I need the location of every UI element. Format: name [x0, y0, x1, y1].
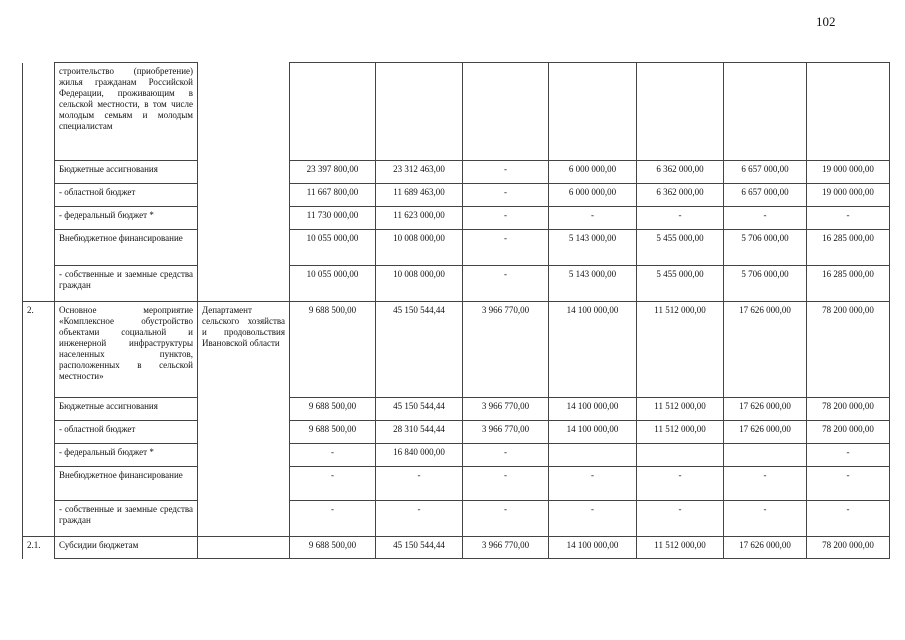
amount-cell: 3 966 770,00	[463, 421, 549, 444]
table-row	[23, 161, 890, 184]
amount-cell: 3 966 770,00	[463, 398, 549, 421]
table-row	[23, 207, 890, 230]
amount-cell: 5 706 000,00	[724, 266, 807, 302]
row-number	[23, 63, 55, 302]
amount-cell: 10 008 000,00	[376, 230, 463, 266]
funding-source-label: Бюджетные ассигнования	[55, 398, 198, 421]
amount-cell: -	[463, 266, 549, 302]
funding-source-label: - федеральный бюджет *	[55, 207, 198, 230]
amount-cell: 9 688 500,00	[290, 537, 376, 559]
amount-cell	[807, 63, 890, 161]
amount-cell: 23 397 800,00	[290, 161, 376, 184]
amount-cell: 17 626 000,00	[724, 421, 807, 444]
table-row	[23, 184, 890, 207]
amount-cell: 10 055 000,00	[290, 266, 376, 302]
amount-cell: -	[376, 467, 463, 501]
executor-cell: Департамент сельского хозяйства и продовольствия Ивановской области	[198, 302, 290, 537]
amount-cell: 6 000 000,00	[549, 184, 637, 207]
amount-cell	[724, 63, 807, 161]
page-number: 102	[816, 14, 836, 29]
funding-source-label: Бюджетные ассигнования	[55, 161, 198, 184]
amount-cell: -	[807, 207, 890, 230]
amount-cell: -	[549, 501, 637, 537]
amount-cell: -	[290, 444, 376, 467]
amount-cell: -	[463, 444, 549, 467]
row-number: 2.1.	[23, 537, 55, 559]
amount-cell: 14 100 000,00	[549, 421, 637, 444]
amount-cell	[290, 63, 376, 161]
amount-cell: 11 512 000,00	[637, 537, 724, 559]
amount-cell: -	[290, 467, 376, 501]
executor-cell	[198, 63, 290, 302]
amount-cell: 6 362 000,00	[637, 161, 724, 184]
amount-cell	[549, 63, 637, 161]
amount-cell: 11 512 000,00	[637, 398, 724, 421]
amount-cell: 16 285 000,00	[807, 266, 890, 302]
funding-source-label: - федеральный бюджет *	[55, 444, 198, 467]
amount-cell: -	[807, 501, 890, 537]
funding-source-label: - областной бюджет	[55, 421, 198, 444]
amount-cell: 10 008 000,00	[376, 266, 463, 302]
amount-cell: -	[463, 467, 549, 501]
table-row	[23, 467, 890, 501]
amount-cell: 5 455 000,00	[637, 230, 724, 266]
row-number: 2.	[23, 302, 55, 537]
amount-cell: 11 689 463,00	[376, 184, 463, 207]
table-row	[23, 266, 890, 302]
amount-cell: -	[724, 467, 807, 501]
amount-cell: 78 200 000,00	[807, 302, 890, 398]
event-title: Основное мероприятие «Комплексное обустройство объектами социальной и инженерной инфраструктуры населенных пунктов, расположенных в сельской местности»	[55, 302, 198, 398]
amount-cell: 9 688 500,00	[290, 398, 376, 421]
table-row	[23, 63, 890, 161]
amount-cell: -	[549, 207, 637, 230]
table-row	[23, 398, 890, 421]
amount-cell: 45 150 544,44	[376, 398, 463, 421]
amount-cell: 3 966 770,00	[463, 302, 549, 398]
amount-cell: 11 623 000,00	[376, 207, 463, 230]
amount-cell: 9 688 500,00	[290, 302, 376, 398]
amount-cell: 5 143 000,00	[549, 230, 637, 266]
budget-table	[22, 62, 890, 559]
executor-cell	[198, 537, 290, 559]
amount-cell: -	[463, 501, 549, 537]
amount-cell: 78 200 000,00	[807, 537, 890, 559]
amount-cell: -	[549, 467, 637, 501]
amount-cell	[724, 444, 807, 467]
amount-cell: -	[724, 501, 807, 537]
funding-source-label: - собственные и заемные средства граждан	[55, 501, 198, 537]
amount-cell	[637, 63, 724, 161]
funding-source-label: Внебюджетное финансирование	[55, 230, 198, 266]
amount-cell: 16 840 000,00	[376, 444, 463, 467]
table-row	[23, 444, 890, 467]
amount-cell: 16 285 000,00	[807, 230, 890, 266]
amount-cell: 5 455 000,00	[637, 266, 724, 302]
amount-cell	[463, 63, 549, 161]
table-row	[23, 537, 890, 559]
funding-source-label: - областной бюджет	[55, 184, 198, 207]
amount-cell: -	[463, 207, 549, 230]
amount-cell: 17 626 000,00	[724, 398, 807, 421]
amount-cell	[637, 444, 724, 467]
amount-cell: 11 512 000,00	[637, 421, 724, 444]
amount-cell: 45 150 544,44	[376, 302, 463, 398]
amount-cell	[549, 444, 637, 467]
amount-cell: 45 150 544,44	[376, 537, 463, 559]
amount-cell: -	[376, 501, 463, 537]
amount-cell: -	[463, 161, 549, 184]
event-title: Субсидии бюджетам	[55, 537, 198, 559]
amount-cell: -	[637, 467, 724, 501]
table-row	[23, 230, 890, 266]
amount-cell	[376, 63, 463, 161]
amount-cell: -	[637, 501, 724, 537]
amount-cell: 3 966 770,00	[463, 537, 549, 559]
amount-cell: 28 310 544,44	[376, 421, 463, 444]
amount-cell: -	[463, 184, 549, 207]
event-description: строительство (приобретение) жилья гражданам Российской Федерации, проживающим в сельской местности, в том числе молодым семьям и молодым специалистам	[55, 63, 198, 161]
amount-cell: -	[637, 207, 724, 230]
amount-cell: 11 512 000,00	[637, 302, 724, 398]
amount-cell: 6 362 000,00	[637, 184, 724, 207]
amount-cell: -	[290, 501, 376, 537]
funding-source-label: Внебюджетное финансирование	[55, 467, 198, 501]
amount-cell: 6 000 000,00	[549, 161, 637, 184]
amount-cell: 10 055 000,00	[290, 230, 376, 266]
amount-cell: -	[807, 467, 890, 501]
amount-cell: 14 100 000,00	[549, 302, 637, 398]
amount-cell: 14 100 000,00	[549, 398, 637, 421]
amount-cell: -	[463, 230, 549, 266]
amount-cell: 78 200 000,00	[807, 398, 890, 421]
table-row	[23, 501, 890, 537]
amount-cell: -	[807, 444, 890, 467]
amount-cell: 17 626 000,00	[724, 302, 807, 398]
amount-cell: 11 730 000,00	[290, 207, 376, 230]
table-row	[23, 421, 890, 444]
amount-cell: 17 626 000,00	[724, 537, 807, 559]
amount-cell: 78 200 000,00	[807, 421, 890, 444]
amount-cell: -	[724, 207, 807, 230]
amount-cell: 5 706 000,00	[724, 230, 807, 266]
table-row	[23, 302, 890, 398]
amount-cell: 19 000 000,00	[807, 161, 890, 184]
amount-cell: 6 657 000,00	[724, 161, 807, 184]
amount-cell: 9 688 500,00	[290, 421, 376, 444]
amount-cell: 11 667 800,00	[290, 184, 376, 207]
amount-cell: 6 657 000,00	[724, 184, 807, 207]
amount-cell: 19 000 000,00	[807, 184, 890, 207]
amount-cell: 23 312 463,00	[376, 161, 463, 184]
amount-cell: 14 100 000,00	[549, 537, 637, 559]
funding-source-label: - собственные и заемные средства граждан	[55, 266, 198, 302]
amount-cell: 5 143 000,00	[549, 266, 637, 302]
